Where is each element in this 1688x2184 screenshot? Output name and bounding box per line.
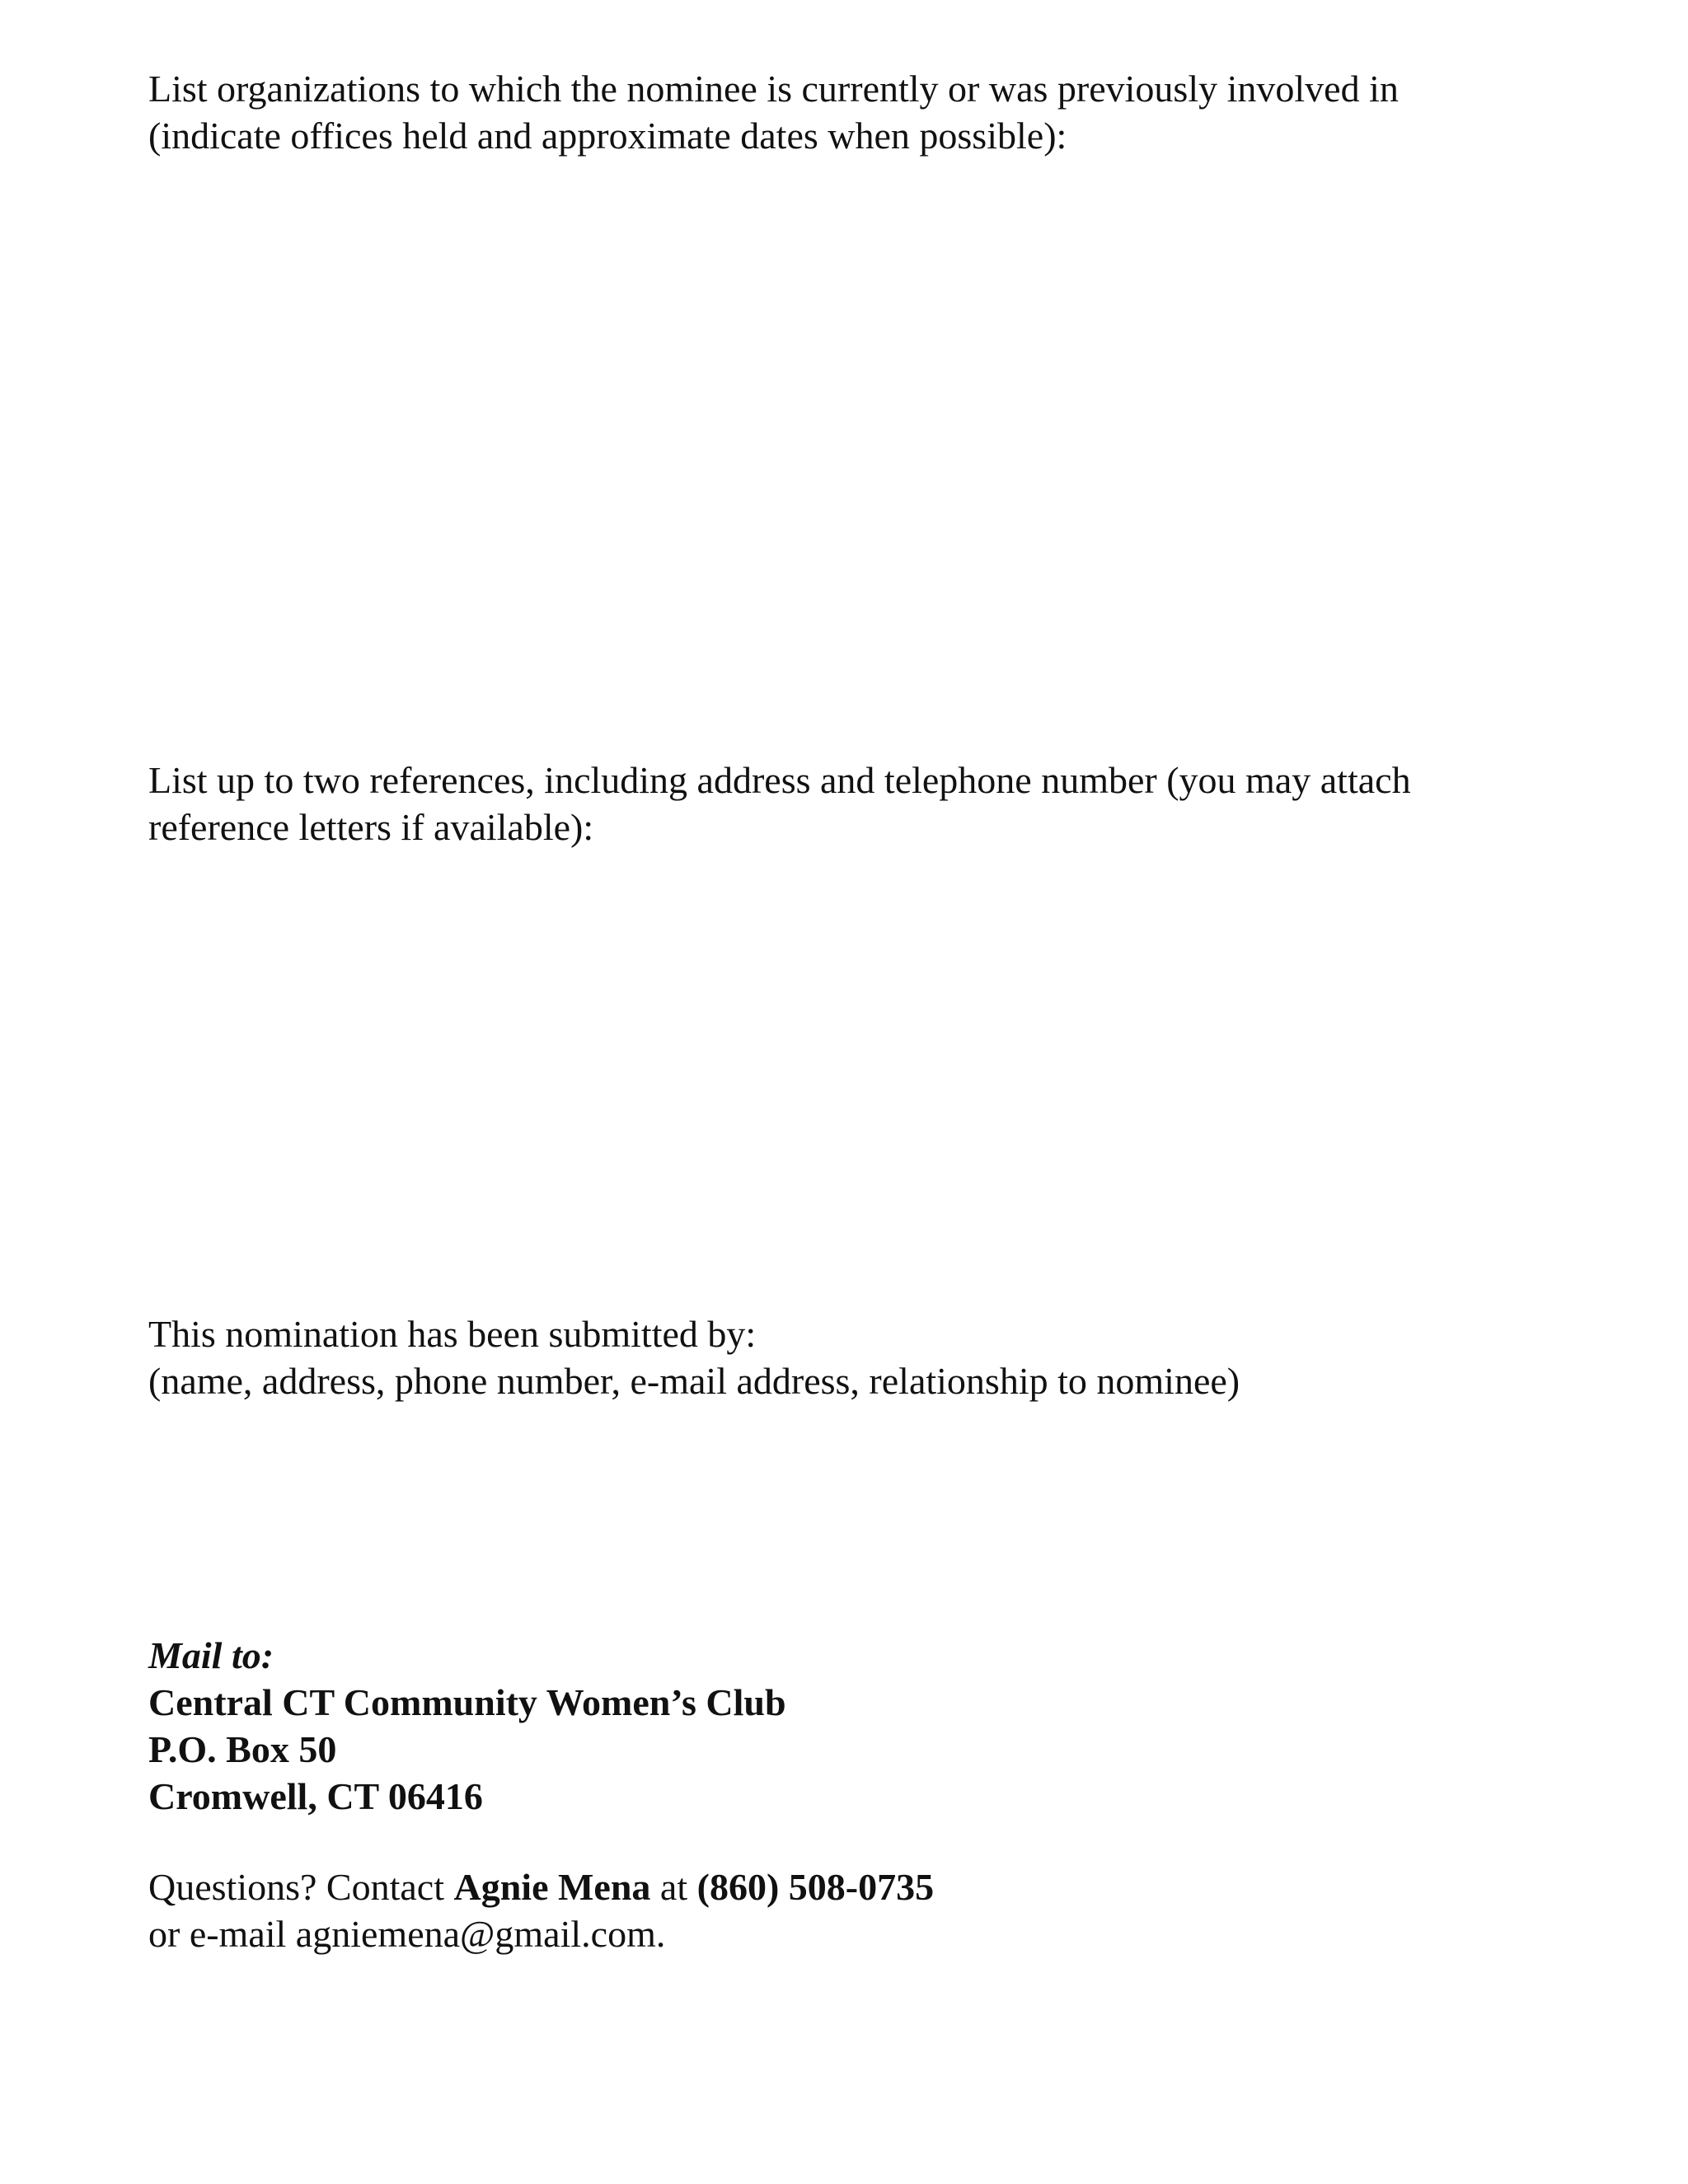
contact-phone: (860) 508-0735 [696,1866,935,1908]
mail-to-heading: Mail to: [148,1634,274,1676]
mail-po-box: P.O. Box 50 [148,1728,337,1770]
organizations-section [148,65,1615,159]
submitted-by-prompt-line-2: (name, address, phone number, e-mail address, relationship to nominee) [148,1360,1240,1402]
contact-at: at [650,1866,697,1908]
contact-email-line: or e-mail agniemena@gmail.com. [148,1913,666,1955]
submitted-by-section [148,1310,1615,1404]
organizations-prompt-line-1: List organizations to which the nominee is currently or was previously involved in [148,68,1399,110]
references-prompt-line-2: reference letters if available): [148,806,594,848]
contact-section [148,1863,1615,1957]
contact-prefix: Questions? Contact [148,1866,454,1908]
mailing-address [148,1632,1615,1820]
mail-city-state-zip: Cromwell, CT 06416 [148,1775,483,1817]
references-section [148,757,1615,851]
contact-line [148,1863,1615,1910]
references-prompt-line-1: List up to two references, including address and telephone number (you may attach [148,759,1411,801]
contact-name: Agnie Mena [453,1866,651,1908]
organizations-prompt-line-2: (indicate offices held and approximate dates when possible): [148,115,1067,157]
submitted-by-prompt-line-1: This nomination has been submitted by: [148,1313,757,1355]
mail-org-name: Central CT Community Women’s Club [148,1681,786,1723]
